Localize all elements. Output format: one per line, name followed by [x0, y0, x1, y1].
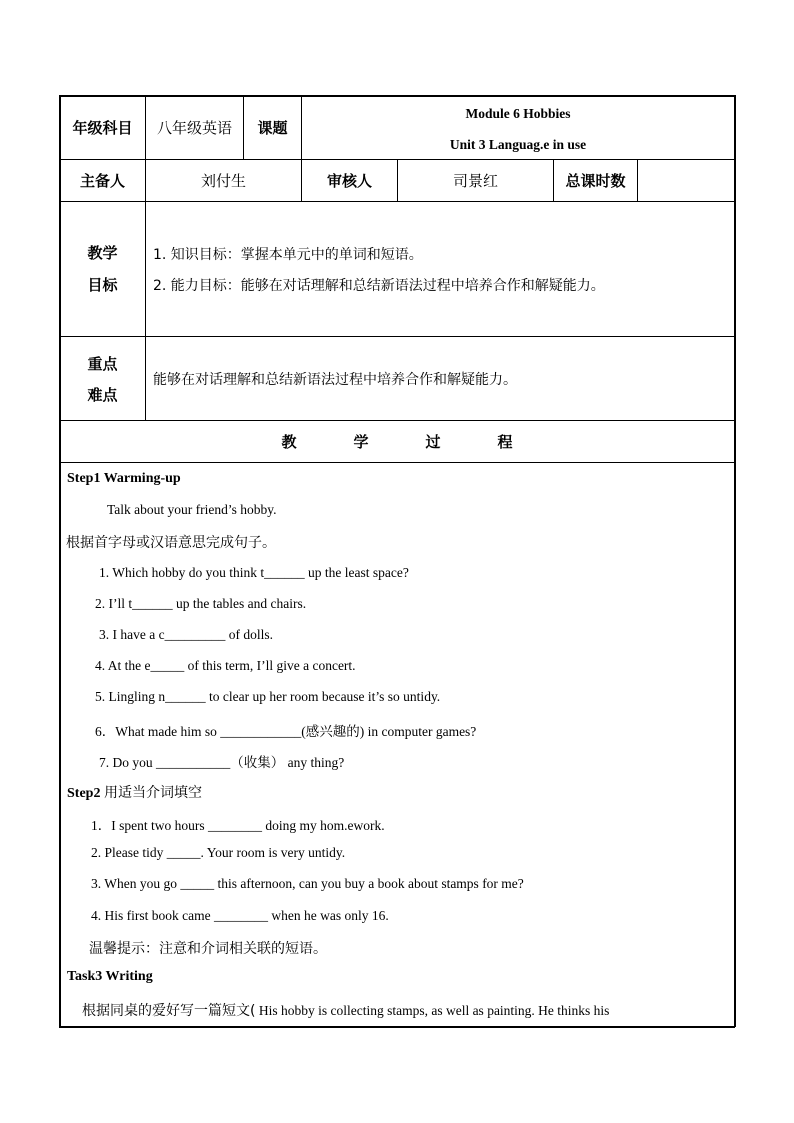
preparer-value: 刘付生	[200, 172, 246, 190]
step1-item: 3. I have a c_________ of dolls.	[99, 627, 273, 642]
step2-title	[67, 782, 202, 802]
objective-knowledge: 1. 知识目标：掌握本单元中的单词和短语。	[153, 247, 423, 263]
topic-module: Module 6 Hobbies	[465, 106, 571, 121]
table-rule	[59, 201, 735, 202]
process-title-char: 过	[425, 432, 441, 451]
step2-title-cn: 用适当介词填空	[103, 785, 202, 801]
topic-unit: Unit 3 Languag.e in use	[449, 137, 587, 152]
step2-item: 4. His first book came ________ when he was only 16.	[91, 908, 389, 923]
table-bottom-border	[59, 1026, 735, 1028]
key-points-text: 能够在对话理解和总结新语法过程中培养合作和解疑能力。	[153, 372, 517, 388]
step2-title-en: Step2	[67, 786, 104, 801]
step1-item: 5. Lingling n______ to clear up her room because it’s so untidy.	[95, 689, 441, 704]
reviewer-value: 司景红	[452, 172, 498, 190]
step2-item: 1．I spent two hours ________ doing my hom.ework.	[91, 818, 385, 833]
process-title-char: 学	[353, 432, 369, 451]
topic-label: 课题	[257, 119, 288, 137]
total-hours-value	[638, 160, 734, 201]
total-hours-label: 总课时数	[565, 172, 626, 190]
grade-subject-value: 八年级英语	[156, 119, 232, 137]
step1-intro: Talk about your friend’s hobby.	[107, 502, 277, 517]
table-left-border	[59, 95, 61, 1027]
step1-title: Step1 Warming-up	[67, 471, 181, 486]
task3-title: Task3 Writing	[67, 969, 153, 984]
task3-prompt-cn: 根据同桌的爱好写一篇短文(	[82, 1003, 256, 1019]
task3-prompt	[82, 1000, 609, 1020]
table-rule	[59, 336, 735, 337]
grade-subject-label: 年级科目	[72, 119, 133, 137]
objectives-label-line2: 目标	[87, 275, 118, 294]
step2-item: 2. Please tidy _____. Your room is very untidy.	[91, 845, 346, 860]
key-points-label-line2: 难点	[87, 385, 118, 404]
objectives-label-line1: 教学	[87, 243, 118, 262]
step1-instruction: 根据首字母或汉语意思完成句子。	[66, 535, 276, 551]
step1-item: 6．What made him so ____________(感兴趣的) in computer games?	[95, 724, 477, 739]
table-rule	[59, 420, 735, 421]
table-right-border	[734, 95, 736, 1027]
step1-item: 2. I’ll t______ up the tables and chairs.	[95, 596, 307, 611]
step1-item: 1. Which hobby do you think t______ up the least space?	[99, 565, 409, 580]
step2-item: 3. When you go _____ this afternoon, can you buy a book about stamps for me?	[91, 876, 524, 891]
key-points-label-line1: 重点	[87, 354, 118, 373]
objective-ability: 2. 能力目标：能够在对话理解和总结新语法过程中培养合作和解疑能力。	[153, 278, 605, 294]
process-title-char: 教	[281, 432, 297, 451]
task3-prompt-en: His hobby is collecting stamps, as well as painting. He thinks his	[255, 1003, 610, 1018]
table-rule	[59, 462, 735, 463]
preparer-label: 主备人	[79, 172, 125, 190]
process-title-char: 程	[497, 432, 513, 451]
step2-tip: 温馨提示：注意和介词相关联的短语。	[89, 941, 327, 957]
step1-item: 7. Do you ___________（收集） any thing?	[99, 755, 345, 770]
reviewer-label: 审核人	[326, 172, 372, 190]
step1-item: 4. At the e_____ of this term, I’ll give a concert.	[95, 658, 356, 673]
